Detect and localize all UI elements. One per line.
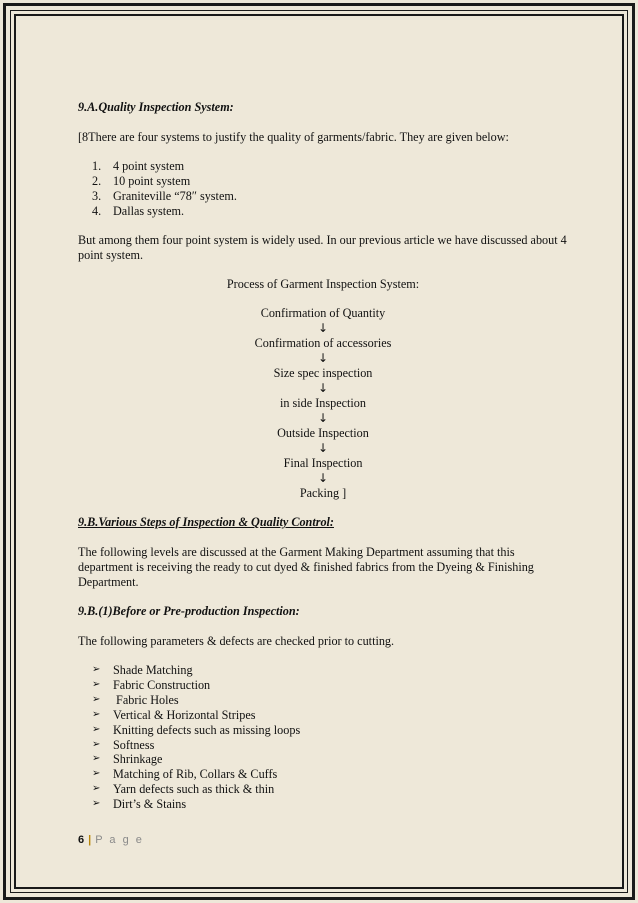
arrow-bullet-icon: ➢ xyxy=(92,708,101,720)
down-arrow-icon: ↓ xyxy=(317,411,329,425)
list-number: 4. xyxy=(92,204,102,218)
flow-step: Packing ] xyxy=(299,486,347,500)
list-text: Shade Matching xyxy=(113,663,193,677)
section-b-paragraph: The following levels are discussed at the Garment Making Department assuming that this department is receiving the ready to cut dyed & finished fabrics from the Dyeing & Finishing Department. xyxy=(78,545,534,589)
arrow-bullet-icon: ➢ xyxy=(92,798,101,810)
section-a-intro: [8There are four systems to justify the quality of garments/fabric. They are given below: xyxy=(78,130,509,144)
list-text: Graniteville “78″ system. xyxy=(113,189,237,203)
list-item xyxy=(78,159,568,174)
list-item xyxy=(78,189,568,204)
flow-step: Final Inspection xyxy=(283,456,363,470)
list-item xyxy=(78,174,568,189)
list-text: Vertical & Horizontal Stripes xyxy=(113,707,256,722)
flow-title: Process of Garment Inspection System: xyxy=(226,277,420,291)
list-text: 4 point system xyxy=(113,159,185,173)
list-item xyxy=(78,678,568,693)
list-item xyxy=(78,752,568,767)
list-item xyxy=(78,663,568,678)
list-item xyxy=(78,767,568,782)
flow-step: Confirmation of Quantity xyxy=(260,306,386,320)
arrow-bullet-icon: ➢ xyxy=(92,768,101,780)
inspection-flowchart xyxy=(78,277,568,501)
list-item xyxy=(78,738,568,753)
section-b-heading: 9.B.Various Steps of Inspection & Quality Control: xyxy=(78,515,334,529)
list-text: Shrinkage xyxy=(113,752,163,767)
arrow-bullet-icon: ➢ xyxy=(92,664,101,675)
list-text: Dallas system. xyxy=(113,204,185,218)
list-item xyxy=(78,708,568,723)
arrow-bullet-icon: ➢ xyxy=(92,723,101,735)
down-arrow-icon: ↓ xyxy=(317,321,329,335)
list-item xyxy=(78,723,568,738)
list-item xyxy=(78,797,568,812)
arrow-bullet-icon: ➢ xyxy=(92,738,101,750)
list-item xyxy=(78,204,568,219)
section-b1-heading: 9.B.(1)Before or Pre-production Inspection: xyxy=(78,604,300,618)
page-footer xyxy=(78,834,144,846)
list-text: Fabric Holes xyxy=(113,692,179,707)
arrow-bullet-icon: ➢ xyxy=(92,678,101,690)
list-number: 2. xyxy=(92,174,102,188)
down-arrow-icon: ↓ xyxy=(317,381,329,395)
page-label: P a g e xyxy=(95,834,144,846)
arrow-bullet-icon: ➢ xyxy=(92,693,101,705)
defects-list xyxy=(78,663,568,812)
list-number: 3. xyxy=(92,189,102,203)
down-arrow-icon: ↓ xyxy=(317,471,329,485)
arrow-bullet-icon: ➢ xyxy=(92,753,101,765)
flow-step: Size spec inspection xyxy=(273,366,373,380)
down-arrow-icon: ↓ xyxy=(317,351,329,365)
section-b1-paragraph: The following parameters & defects are checked prior to cutting. xyxy=(78,634,395,648)
list-text: Softness xyxy=(113,737,155,752)
section-a-heading: 9.A.Quality Inspection System: xyxy=(78,100,234,114)
flow-step: Confirmation of accessories xyxy=(254,336,392,350)
list-text: Matching of Rib, Collars & Cuffs xyxy=(113,767,278,782)
arrow-bullet-icon: ➢ xyxy=(92,783,101,795)
list-text: Fabric Construction xyxy=(113,677,211,692)
flow-step: in side Inspection xyxy=(280,396,366,410)
page-content xyxy=(78,100,568,812)
flow-step: Outside Inspection xyxy=(277,426,369,440)
list-item xyxy=(78,782,568,797)
down-arrow-icon: ↓ xyxy=(317,441,329,455)
list-text: Knitting defects such as missing loops xyxy=(113,722,301,737)
list-text: Yarn defects such as thick & thin xyxy=(113,782,275,797)
section-a-paragraph: But among them four point system is widely used. In our previous article we have discussed about 4 point system. xyxy=(78,233,567,262)
list-text: Dirt’s & Stains xyxy=(113,797,187,812)
page-number: 6 xyxy=(78,834,85,846)
systems-list xyxy=(78,159,568,219)
list-number: 1. xyxy=(92,159,102,173)
list-text: 10 point system xyxy=(113,174,191,188)
list-item xyxy=(78,693,568,708)
footer-separator: | xyxy=(88,834,92,846)
